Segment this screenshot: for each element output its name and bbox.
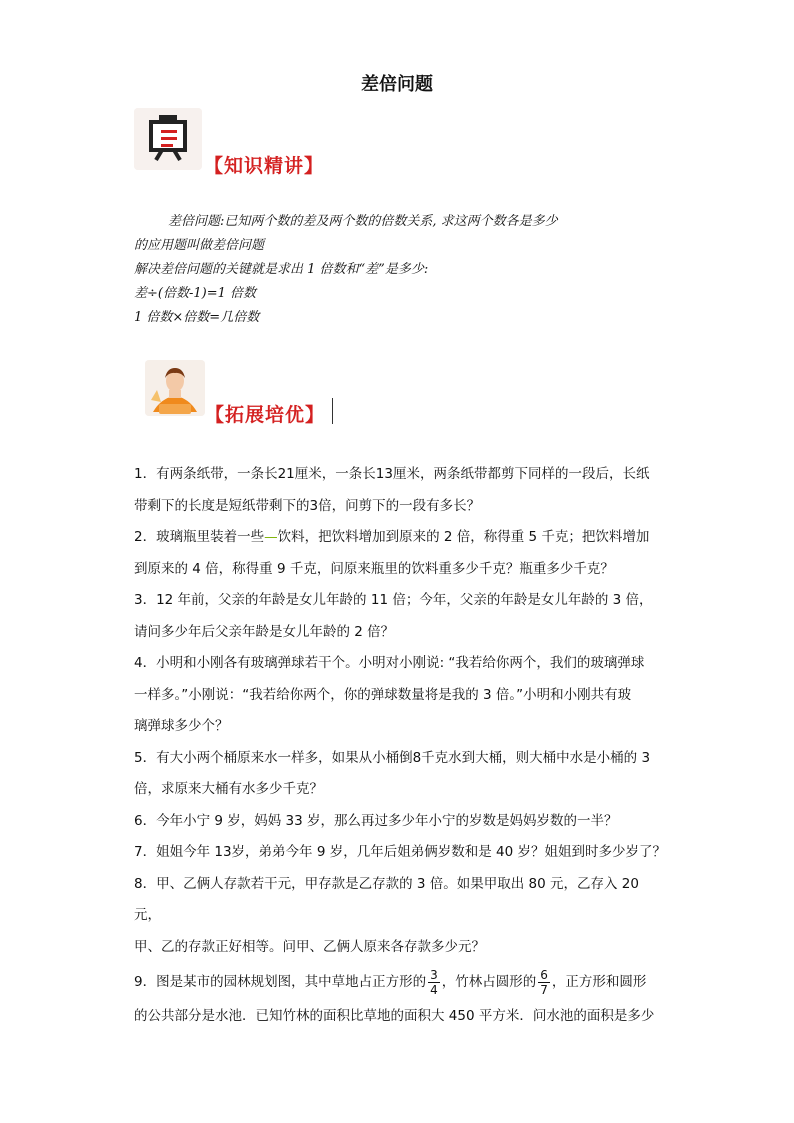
problem-4-line: 璃弹球多少个？ (134, 718, 229, 734)
teacher-avatar-icon (145, 360, 205, 416)
knowledge-line: 解决差倍问题的关键就是求出 1 倍数和“差”是多少: (134, 262, 429, 277)
problem-9-text: 9．图是某市的园林规划图，其中草地占正方形的 (134, 974, 427, 990)
problem-6-line: 6．今年小宁 9 岁，妈妈 33 岁，那么再过多少年小宁的岁数是妈妈岁数的一半？ (134, 812, 618, 829)
section-header-knowledge: 【知识精讲】 (204, 155, 325, 177)
problem-5-line: 5．有大小两个桶原来水一样多，如果从小桶倒8千克水到大桶，则大桶中水是小桶的 3 (134, 749, 651, 766)
problem-5-line: 倍，求原来大桶有水多少千克？ (134, 781, 323, 797)
knowledge-line: 的应用题叫做差倍问题 (134, 238, 265, 253)
page-title: 差倍问题 (361, 74, 433, 95)
problem-2-line (134, 522, 666, 554)
problem-2-text: 2．玻璃瓶里装着一些 (134, 529, 265, 545)
fraction-denominator: 4 (430, 982, 438, 997)
fraction-six-sevenths (538, 968, 550, 997)
fraction-denominator: 7 (540, 982, 548, 997)
problem-1-line: 1．有两条纸带，一条长21厘米，一条长13厘米，两条纸带都剪下同样的一段后，长纸 (134, 466, 650, 482)
problem-7-line: 7．姐姐今年 13岁，弟弟今年 9 岁，几年后姐弟俩岁数和是 40 岁？姐姐到时多少岁了？ (134, 844, 666, 860)
knowledge-line: 差÷(倍数-1)=1 倍数 (134, 286, 256, 301)
fraction-numerator: 3 (430, 967, 438, 982)
problem-3-line: 请问多少年后父亲年龄是女儿年龄的 2 倍？ (134, 623, 395, 640)
problem-9-line: 的公共部分是水池．已知竹林的面积比草地的面积大 450 平方米．问水池的面积是多少 (134, 1008, 655, 1024)
problem-8-line: 8．甲、乙俩人存款若干元，甲存款是乙存款的 3 倍。如果甲取出 80 元，乙存入 20 元， (134, 875, 639, 923)
problem-1-line: 带剩下的长度是短纸带剩下的3倍，问剪下的一段有多长？ (134, 497, 481, 514)
fraction-three-quarters (428, 968, 440, 997)
knowledge-text (134, 210, 664, 330)
problem-list (134, 459, 666, 1033)
dash-mark: — (264, 529, 278, 545)
problem-2-text: 饮料，把饮料增加到原来的 2 倍，称得重 5 千克；把饮料增加 (277, 529, 650, 545)
problem-9-text: ，正方形和圆形 (551, 974, 647, 990)
problem-2-line: 到原来的 4 倍，称得重 9 千克，问原来瓶里的饮料重多少千克？瓶重多少千克？ (134, 560, 614, 577)
fraction-numerator: 6 (540, 967, 548, 982)
problem-4-line: 一样多。”小刚说：“我若给你两个，你的弹球数量将是我的 3 倍。”小明和小刚共有玻 (134, 686, 632, 703)
knowledge-line: 1 倍数×倍数=几倍数 (134, 310, 260, 325)
problem-3-line: 3．12 年前，父亲的年龄是女儿年龄的 11 倍；今年，父亲的年龄是女儿年龄的 3 倍， (134, 592, 653, 608)
section-header-extension: 【拓展培优】 (205, 404, 326, 426)
chalkboard-icon (134, 108, 202, 170)
problem-9-line (134, 963, 666, 1001)
text-cursor (332, 398, 333, 424)
knowledge-line: 差倍问题:已知两个数的差及两个数的倍数关系, 求这两个数各是多少 (168, 214, 558, 229)
problem-8-line: 甲、乙的存款正好相等。问甲、乙俩人原来各存款多少元？ (134, 938, 485, 955)
problem-4-line: 4．小明和小刚各有玻璃弹球若干个。小明对小刚说: “我若给你两个，我们的玻璃弹球 (134, 655, 645, 671)
problem-9-text: ，竹林占圆形的 (441, 974, 537, 990)
